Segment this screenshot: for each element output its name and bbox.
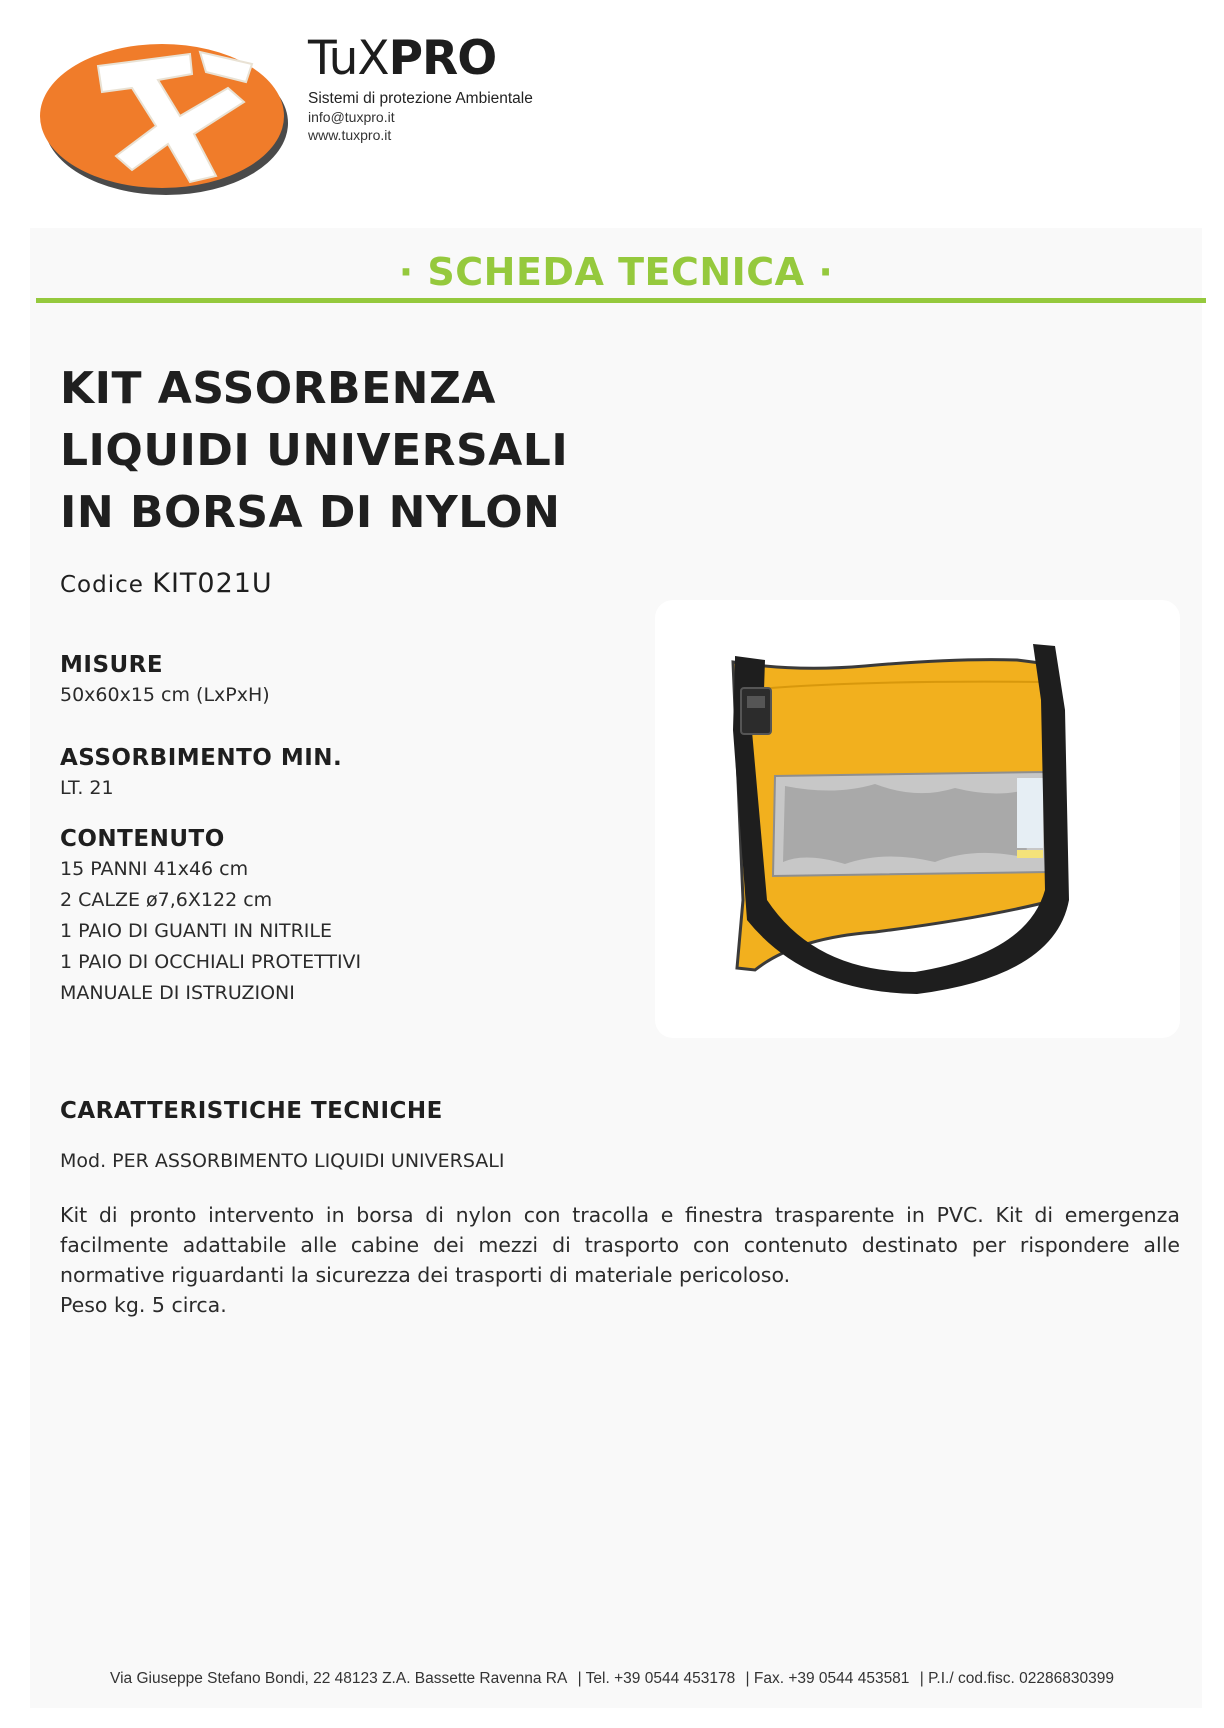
footer-vat: | P.I./ cod.fisc. 02286830399 (919, 1670, 1114, 1687)
contenuto-item: 2 CALZE ø7,6X122 cm (60, 889, 273, 911)
contenuto-item: 1 PAIO DI GUANTI IN NITRILE (60, 920, 333, 942)
product-code-value: KIT021U (152, 568, 273, 599)
sheet-title: · SCHEDA TECNICA · (398, 250, 834, 294)
brand-website: www.tuxpro.it (308, 127, 392, 143)
brand-name-bold: PRO (388, 31, 497, 86)
product-photo-card (655, 600, 1180, 1038)
spec-assorbimento-label: ASSORBIMENTO MIN. (60, 745, 343, 771)
footer-fax: | Fax. +39 0544 453581 (745, 1670, 910, 1687)
brand-name (308, 30, 533, 88)
product-title-line: KIT ASSORBENZA (60, 363, 496, 414)
tuxpro-logo (40, 30, 290, 200)
technical-description-text: Kit di pronto intervento in borsa di nylon con tracolla e finestra trasparente in PVC. Kit di emergenza facilmente adattabile alle cabine dei mezzi di trasporto con contenuto destinato per rispondere alle normative riguardanti la sicurezza dei trasporti di materiale pericoloso. (60, 1203, 1180, 1287)
contenuto-item: MANUALE DI ISTRUZIONI (60, 982, 295, 1004)
brand-email: info@tuxpro.it (308, 109, 395, 125)
technical-model: Mod. PER ASSORBIMENTO LIQUIDI UNIVERSALI (60, 1150, 505, 1172)
technical-sheet (30, 228, 1202, 1708)
technical-weight: Peso kg. 5 circa. (60, 1293, 227, 1317)
technical-description (60, 1200, 1180, 1320)
contenuto-item: 1 PAIO DI OCCHIALI PROTETTIVI (60, 951, 362, 973)
spec-contenuto (60, 824, 361, 1009)
product-title (60, 358, 568, 544)
brand-name-light: TuX (308, 31, 389, 86)
contenuto-item: 15 PANNI 41x46 cm (60, 858, 249, 880)
product-code (60, 568, 273, 599)
spec-assorbimento-value: LT. 21 (60, 777, 114, 799)
spec-contenuto-label: CONTENUTO (60, 826, 225, 852)
footer-tel: | Tel. +39 0544 453178 (577, 1670, 736, 1687)
spec-misure-label: MISURE (60, 652, 164, 678)
spec-assorbimento (60, 743, 342, 804)
footer (0, 1670, 1224, 1688)
sheet-title-rule (36, 298, 1206, 303)
product-photo-bag (655, 600, 1180, 1038)
product-code-label: Codice (60, 572, 144, 598)
technical-title: CARATTERISTICHE TECNICHE (60, 1098, 443, 1124)
brand-block (308, 30, 533, 144)
spec-misure (60, 650, 270, 711)
footer-address: Via Giuseppe Stefano Bondi, 22 48123 Z.A. Bassette Ravenna RA (110, 1670, 568, 1687)
spec-misure-value: 50x60x15 cm (LxPxH) (60, 684, 270, 706)
brand-tagline: Sistemi di protezione Ambientale (308, 90, 533, 107)
product-title-line: LIQUIDI UNIVERSALI (60, 425, 569, 476)
product-title-line: IN BORSA DI NYLON (60, 487, 561, 538)
